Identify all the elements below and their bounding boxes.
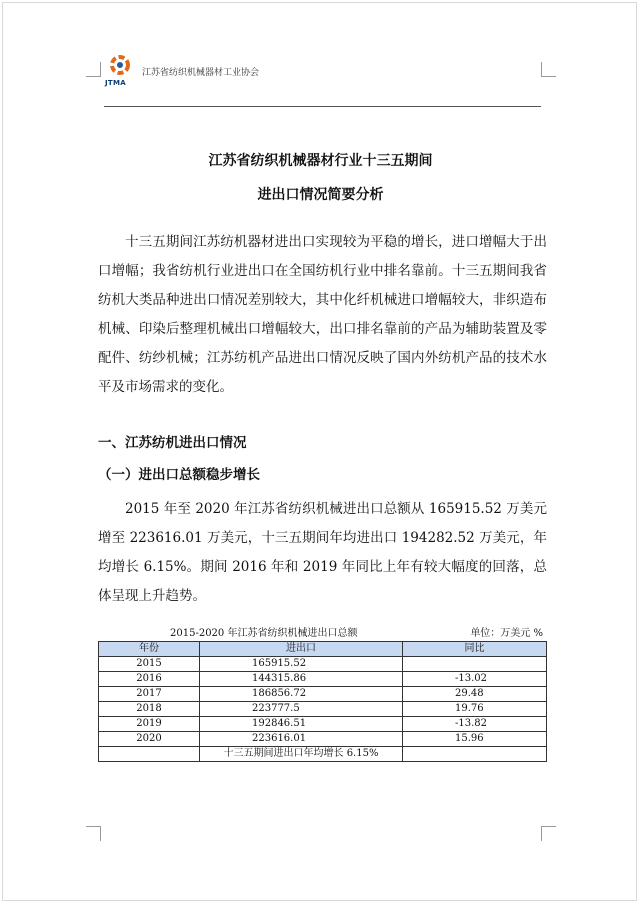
cell-yoy: 15.96	[403, 732, 547, 747]
cell-year: 2015	[99, 657, 200, 672]
document-title-line1: 江苏省纺织机械器材行业十三五期间	[208, 153, 433, 169]
cell-year: 2016	[99, 672, 200, 687]
table-unit: 单位：万美元 %	[470, 628, 543, 639]
page-header	[104, 52, 541, 107]
cell-empty	[403, 747, 547, 762]
intro-paragraph: 十三五期间江苏纺机器材进出口实现较为平稳的增长，进口增幅大于出口增幅；我省纺机行业进出口在全国纺机行业中排名靠前。十三五期间我省纺机大类品种进出口情况差别较大，其中化纤机械进口增幅较大，非织造布机械、印染后整理机械出口增幅较大，出口排名靠前的产品为辅助装置及零配件、纺纱机械；江苏纺机产品进出口情况反映了国内外纺机产品的技术水平及市场需求的变化。	[98, 234, 547, 395]
cell-yoy: -13.02	[403, 672, 547, 687]
cell-yoy	[403, 657, 547, 672]
table-row	[99, 717, 547, 732]
subsection-paragraph: 2015 年至 2020 年江苏省纺织机械进出口总额从 165915.52 万美元增至 223616.01 万美元，十三五期间年均进出口 194282.52 万美元，年均增长 6.15%。期间 2016 年和 2019 年同比上年有较大幅度的回落，总体呈现上升趋势。	[98, 501, 547, 604]
header-year: 年份	[99, 642, 200, 657]
cell-total: 223616.01	[200, 732, 403, 747]
header-total: 进出口	[200, 642, 403, 657]
cell-year: 2019	[99, 717, 200, 732]
cell-total: 186856.72	[200, 687, 403, 702]
association-name: 江苏省纺织机械器材工业协会	[142, 68, 260, 78]
header-yoy: 同比	[403, 642, 547, 657]
crop-mark-top-left	[86, 62, 101, 77]
cell-yoy: -13.82	[403, 717, 547, 732]
table-row	[99, 732, 547, 747]
cell-total: 192846.51	[200, 717, 403, 732]
document-title-line2: 进出口情况简要分析	[257, 187, 384, 203]
table-caption	[98, 624, 547, 640]
table-row	[99, 702, 547, 717]
cell-empty	[99, 747, 200, 762]
table-summary-row	[99, 747, 547, 762]
crop-mark-top-right	[541, 62, 556, 77]
trade-table	[98, 641, 547, 762]
cell-summary: 十三五期间进出口年均增长 6.15%	[200, 747, 403, 762]
table-row	[99, 672, 547, 687]
page-frame	[2, 2, 637, 901]
crop-mark-bottom-right	[541, 826, 556, 841]
cell-year: 2017	[99, 687, 200, 702]
table-row	[99, 687, 547, 702]
cell-total: 223777.5	[200, 702, 403, 717]
table-row	[99, 657, 547, 672]
cell-year: 2020	[99, 732, 200, 747]
cell-yoy: 29.48	[403, 687, 547, 702]
crop-mark-bottom-left	[86, 826, 101, 841]
cell-yoy: 19.76	[403, 702, 547, 717]
cell-year: 2018	[99, 702, 200, 717]
section-heading: 一、江苏纺机进出口情况	[98, 435, 247, 451]
subsection-heading: （一）进出口总额稳步增长	[98, 467, 260, 483]
cell-total: 144315.86	[200, 672, 403, 687]
table-header-row	[99, 642, 547, 657]
cell-total: 165915.52	[200, 657, 403, 672]
table-title: 2015-2020 年江苏省纺织机械进出口总额	[170, 628, 358, 639]
logo-text: JTMA	[105, 79, 126, 87]
